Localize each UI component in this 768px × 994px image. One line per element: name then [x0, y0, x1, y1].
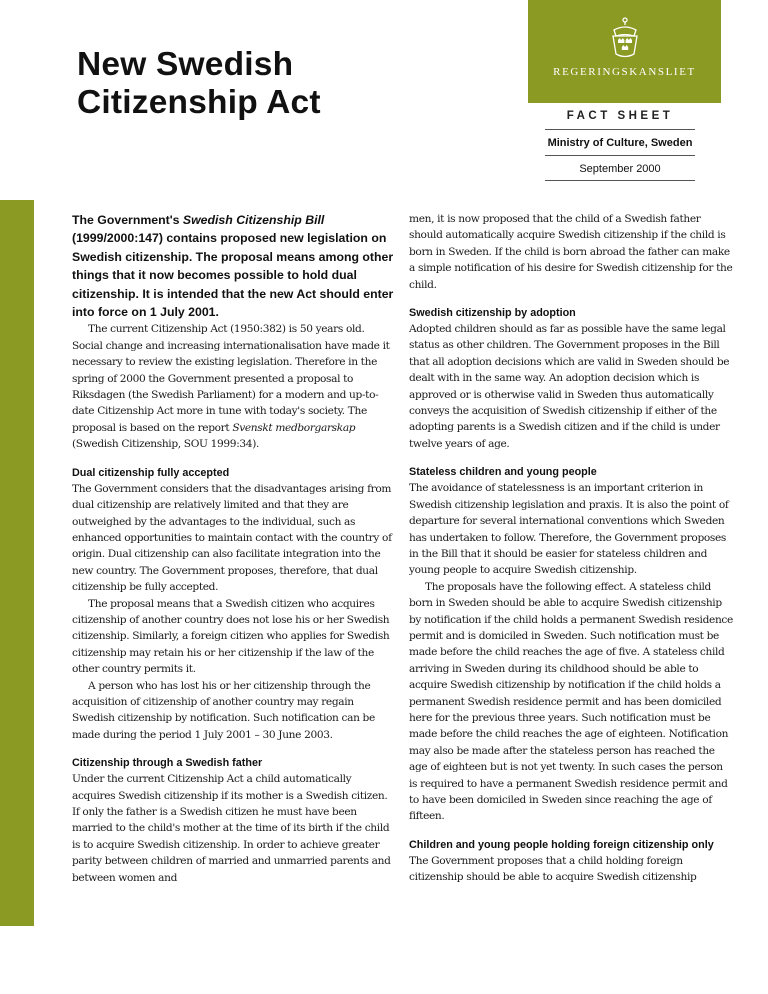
bill-name: Swedish Citizenship Bill — [182, 213, 325, 227]
document-title — [77, 46, 321, 122]
regeringskansliet-logo — [528, 0, 721, 103]
left-column — [72, 211, 396, 886]
title-line-1: New Swedish — [77, 46, 294, 83]
section-heading-swedish-father: Citizenship through a Swedish father — [72, 757, 263, 770]
paragraph: The Government considers that the disadvantages arising from dual citizenship are relatively limited and that they are outweighed by the advantages to the individual, such as enhanced opportunities to maintain contact with the country of origin. Dual citizenship can also facilitate integration into the new country. The Government proposes, therefore, that dual citizenship be fully accepted. — [72, 482, 392, 594]
section-heading-foreign-citizenship: Children and young people holding foreign citizenship only — [409, 838, 714, 851]
section-heading-adoption: Swedish citizenship by adoption — [409, 307, 576, 320]
side-accent-bar — [0, 200, 34, 926]
paragraph: Adopted children should as far as possible have the same legal status as other children. The Government proposes in the Bill that all adoption decisions which are valid in Sweden should be dealt with in the same way. An adoption decision which is approved or is otherwise valid in Sweden thus automatically conveys the acquisition of Swedish citizenship if either of the adopting parents is a Swedish citizen and if the child is under twelve years of age. — [409, 323, 730, 450]
divider — [545, 180, 695, 181]
paragraph: The current Citizenship Act (1950:382) is 50 years old. Social change and increasing internationalisation have made it necessary to review the existing legislation. Therefore in the spring of 2000 the Government presented a proposal to Riksdagen (the Swedish Parliament) for a modern and up-to-date Citizenship Act more in tune with today's society. The proposal is based on the report Svenskt medborgarskap (Swedish Citizenship, SOU 1999:34). — [72, 323, 390, 451]
right-column — [409, 211, 733, 886]
divider — [545, 155, 695, 156]
section-heading-dual-citizenship: Dual citizenship fully accepted — [72, 466, 230, 479]
three-crowns-icon — [608, 16, 642, 60]
publication-date: September 2000 — [579, 163, 661, 175]
paragraph: The Government proposes that a child holding foreign citizenship should be able to acquire Swedish citizenship — [409, 854, 697, 884]
divider — [545, 129, 695, 130]
paragraph: The avoidance of statelessness is an important criterion in Swedish citizenship legislation and praxis. It is also the point of departure for several international conventions which Sweden has undertaken to follow. Therefore, the Government proposes in the Bill that it should be easier for stateless children and young people to acquire Swedish citizenship. — [409, 482, 729, 577]
title-line-2: Citizenship Act — [77, 84, 321, 121]
section-heading-stateless: Stateless children and young people — [409, 466, 597, 479]
paragraph: A person who has lost his or her citizenship through the acquisition of citizenship of another country may regain Swedish citizenship by notification. Such notification can be made during the period 1 July 2001 – 30 June 2003. — [72, 679, 375, 741]
paragraph: Under the current Citizenship Act a child automatically acquires Swedish citizenship if its mother is a Swedish citizen. If only the father is a Swedish citizen he must have been married to the child's mother at the time of its birth if the child is to acquire Swedish citizenship. In order to achieve greater parity between children of married and unmarried parents and between women and — [72, 773, 391, 884]
paragraph: The proposals have the following effect. A stateless child born in Sweden should be able to acquire Swedish citizenship by notification if the child holds a permanent Swedish residence permit and is domiciled in Sweden. Such notification must be made before the child reaches the age of five. A stateless child arriving in Sweden during its childhood should be able to acquire Swedish citizenship by notification if the child holds a permanent Swedish residence permit and has been domiciled here for the previous three years. Such notification must be made before the child reaches the age of eighteen. Notification may also be made after the stateless person has reached the age of eighteen but is not yet twenty. In such cases the person is required to have a permanent Swedish residence permit and to have been domiciled in Sweden since reaching the age of fifteen. — [409, 580, 733, 823]
logo-text: REGERINGSKANSLIET — [553, 66, 696, 78]
paragraph: men, it is now proposed that the child of a Swedish father should automatically acquire Swedish citizenship if the child is born in Sweden. If the child is born abroad the father can make a simple notification of his desire for Swedish citizenship for the child. — [409, 213, 733, 291]
ministry-name: Ministry of Culture, Sweden — [547, 137, 693, 149]
paragraph: The proposal means that a Swedish citizen who acquires citizenship of another country does not lose his or her Swedish citizenship. Similarly, a foreign citizen who applies for Swedish citizenship may retain his or her citizenship if the law of the other country permits it. — [72, 597, 390, 676]
intro-paragraph: The Government's Swedish Citizenship Bill (1999/2000:147) contains proposed new legislation on Swedish citizenship. The proposal means among other things that it now becomes possible to hold dual citizenship. It is intended that the new Act should enter into force on 1 July 2001. — [72, 213, 394, 320]
fact-sheet-label: FACT SHEET — [566, 110, 674, 122]
report-title: Svenskt medborgarskap — [232, 421, 356, 434]
